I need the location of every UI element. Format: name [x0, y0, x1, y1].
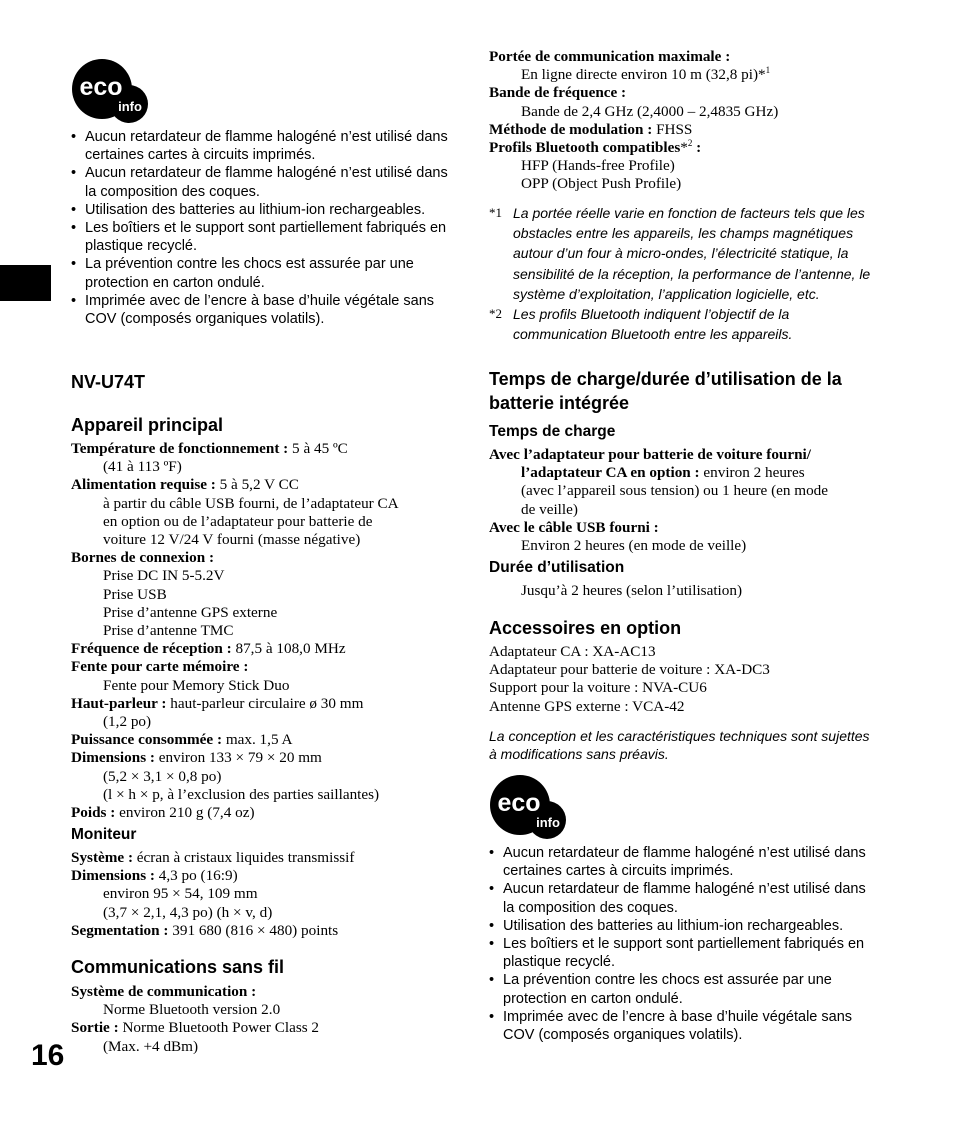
spec-value: Prise DC IN 5-5.2V [103, 567, 225, 585]
footnote-mark: * [680, 139, 688, 157]
eco-info-logo [489, 774, 567, 840]
footnote-number: *2 [489, 306, 502, 322]
list-item: • Utilisation des batteries au lithium-ion rechargeables. [489, 917, 869, 935]
charge-time-specs [489, 446, 879, 555]
model-heading: NV-U74T [71, 372, 146, 392]
spec-label: Profils Bluetooth compatibles [489, 139, 681, 157]
disclaimer-text: La conception et les caractéristiques techniques sont sujettes à modifications sans préavis. [489, 728, 870, 763]
spec-value: Prise d’antenne GPS externe [103, 603, 278, 621]
list-item: • Aucun retardateur de flamme halogéné n’est utilisé dans certaines cartes à circuits imprimés. [71, 128, 451, 164]
spec-value: (3,7 × 2,1, 4,3 po) (h × v, d) [103, 903, 273, 921]
spec-label: Température de fonctionnement : [71, 440, 289, 457]
list-item: • La prévention contre les chocs est assurée par une protection en carton ondulé. [489, 971, 869, 1007]
spec-value: En ligne directe environ 10 m (32,8 pi)* [521, 66, 766, 84]
spec-value: Norme Bluetooth version 2.0 [103, 1001, 281, 1019]
spec-value: (avec l’appareil sous tension) ou 1 heure (en mode [521, 482, 829, 500]
monitor-specs [71, 849, 456, 940]
list-item: • Imprimée avec de l’encre à base d’huile végétale sans COV (composés organiques volatils). [71, 292, 451, 328]
wireless-specs-left [71, 983, 456, 1056]
spec-label: Bornes de connexion : [71, 549, 215, 567]
spec-value: environ 95 × 54, 109 mm [103, 885, 258, 903]
spec-value: voiture 12 V/24 V fourni (masse négative) [103, 531, 361, 549]
spec-value: (Max. +4 dBm) [103, 1037, 199, 1055]
usage-time-heading: Durée d’utilisation [489, 559, 625, 576]
spec-value: Bande de 2,4 GHz (2,4000 – 2,4835 GHz) [521, 102, 779, 120]
spec-label: Segmentation : [71, 921, 169, 939]
spec-label: Avec le câble USB fourni : [489, 518, 659, 536]
spec-value: max. 1,5 A [222, 731, 293, 749]
eco-bullet-list [489, 844, 869, 1044]
list-item: • La prévention contre les chocs est assurée par une protection en carton ondulé. [71, 255, 451, 291]
list-item: • Utilisation des batteries au lithium-ion rechargeables. [71, 201, 451, 219]
list-item: • Aucun retardateur de flamme halogéné n’est utilisé dans la composition des coques. [489, 880, 869, 916]
spec-value: haut-parleur circulaire ø 30 mm [166, 694, 364, 712]
spec-value: 391 680 (816 × 480) points [168, 921, 339, 939]
list-item: • Les boîtiers et le support sont partiellement fabriqués en plastique recyclé. [489, 935, 869, 971]
footnote-ref: 1 [765, 65, 771, 76]
spec-value: 4,3 po (16:9) [154, 867, 238, 885]
spec-label: Poids : [71, 804, 116, 822]
spec-label: Dimensions : [71, 867, 155, 885]
list-item: • Aucun retardateur de flamme halogéné n’est utilisé dans certaines cartes à circuits imprimés. [489, 844, 869, 880]
spec-value: 5 à 45 ºC [288, 440, 348, 457]
list-item: Adaptateur pour batterie de voiture : XA-DC3 [489, 661, 770, 679]
page-number: 16 [31, 1039, 65, 1072]
spec-label: Bande de fréquence : [489, 84, 627, 102]
spec-label: Dimensions : [71, 749, 155, 767]
footnote-text: Les profils Bluetooth indiquent l’objectif de la communication Bluetooth entre les appareils. [513, 306, 793, 343]
spec-value: HFP (Hands-free Profile) [521, 157, 675, 175]
list-item: • Imprimée avec de l’encre à base d’huile végétale sans COV (composés organiques volatils). [489, 1008, 869, 1044]
spec-value: (l × h × p, à l’exclusion des parties saillantes) [103, 785, 380, 803]
wireless-heading: Communications sans fil [71, 957, 285, 977]
spec-value: Jusqu’à 2 heures (selon l’utilisation) [521, 582, 743, 599]
spec-value: Norme Bluetooth Power Class 2 [118, 1019, 320, 1037]
list-item: • Aucun retardateur de flamme halogéné n’est utilisé dans la composition des coques. [71, 164, 451, 200]
spec-label: Système de communication : [71, 983, 257, 1000]
spec-value: Prise USB [103, 585, 167, 603]
spec-label: Système : [71, 849, 133, 866]
spec-label: Méthode de modulation : [489, 120, 653, 138]
spec-label: Avec l’adaptateur pour batterie de voiture fourni/ [489, 446, 811, 463]
spec-value: en option ou de l’adaptateur pour batterie de [103, 512, 373, 530]
spec-value: OPP (Object Push Profile) [521, 175, 682, 193]
spec-label: Alimentation requise : [71, 476, 216, 494]
list-item: • Les boîtiers et le support sont partiellement fabriqués en plastique recyclé. [71, 219, 451, 255]
spec-label: Fréquence de réception : [71, 640, 232, 658]
monitor-heading: Moniteur [71, 826, 137, 843]
main-unit-specs [71, 440, 456, 822]
accessories-list [489, 643, 879, 716]
spec-value: Fente pour Memory Stick Duo [103, 676, 290, 694]
main-unit-heading: Appareil principal [71, 415, 224, 435]
list-item: Antenne GPS externe : VCA-42 [489, 697, 685, 715]
eco-logo-word: eco [79, 73, 123, 101]
spec-value: (5,2 × 3,1 × 0,8 po) [103, 767, 222, 785]
eco-info-logo [71, 58, 149, 124]
spec-value: écran à cristaux liquides transmissif [133, 849, 355, 866]
eco-logo-sub: info [118, 99, 142, 114]
accessories-heading: Accessoires en option [489, 618, 682, 638]
spec-label-colon: : [692, 139, 702, 157]
spec-label: Fente pour carte mémoire : [71, 658, 249, 676]
spec-value: environ 133 × 79 × 20 mm [154, 749, 322, 767]
list-item: Support pour la voiture : NVA-CU6 [489, 679, 707, 697]
spec-label: l’adaptateur CA en option : [521, 464, 700, 482]
list-item: Adaptateur CA : XA-AC13 [489, 643, 656, 660]
spec-value: (1,2 po) [103, 713, 152, 731]
spec-value: FHSS [652, 120, 693, 138]
spec-value: environ 2 heures [699, 464, 805, 482]
charging-heading: Temps de charge/durée d’utilisation de la batterie intégrée [489, 369, 842, 413]
footnote [489, 305, 874, 345]
spec-value: de veille) [521, 500, 578, 518]
eco-logo-sub: info [536, 815, 560, 830]
spec-label: Puissance consommée : [71, 731, 223, 749]
eco-logo-word: eco [497, 789, 541, 817]
footnote-number: *1 [489, 205, 502, 220]
spec-value: 87,5 à 108,0 MHz [231, 640, 346, 658]
charge-time-heading: Temps de charge [489, 423, 616, 440]
spec-value: à partir du câble USB fourni, de l’adaptateur CA [103, 494, 399, 512]
section-tab-marker [0, 265, 51, 301]
spec-value: (41 à 113 ºF) [103, 458, 182, 476]
spec-value: environ 210 g (7,4 oz) [115, 804, 255, 822]
footnotes [489, 204, 874, 345]
spec-label: Haut-parleur : [71, 694, 167, 712]
spec-value: 5 à 5,2 V CC [215, 476, 299, 494]
spec-label: Portée de communication maximale : [489, 48, 731, 65]
eco-bullet-list [71, 128, 451, 328]
wireless-specs-right [489, 48, 879, 194]
footnote-text: La portée réelle varie en fonction de facteurs tels que les obstacles entre les appareils, les champs magnétiques autour d’un four à micro-ondes, l’électricité statique, la sensibilité de la réception, la performance de l’antenne, le système d’exploitation, l’application logicielle, etc. [513, 205, 871, 302]
footnote [489, 204, 874, 305]
spec-value: Environ 2 heures (en mode de veille) [521, 537, 747, 555]
spec-value: Prise d’antenne TMC [103, 622, 234, 640]
spec-label: Sortie : [71, 1019, 119, 1037]
usage-time-specs [489, 582, 879, 600]
footnote-ref: 2 [687, 137, 693, 148]
